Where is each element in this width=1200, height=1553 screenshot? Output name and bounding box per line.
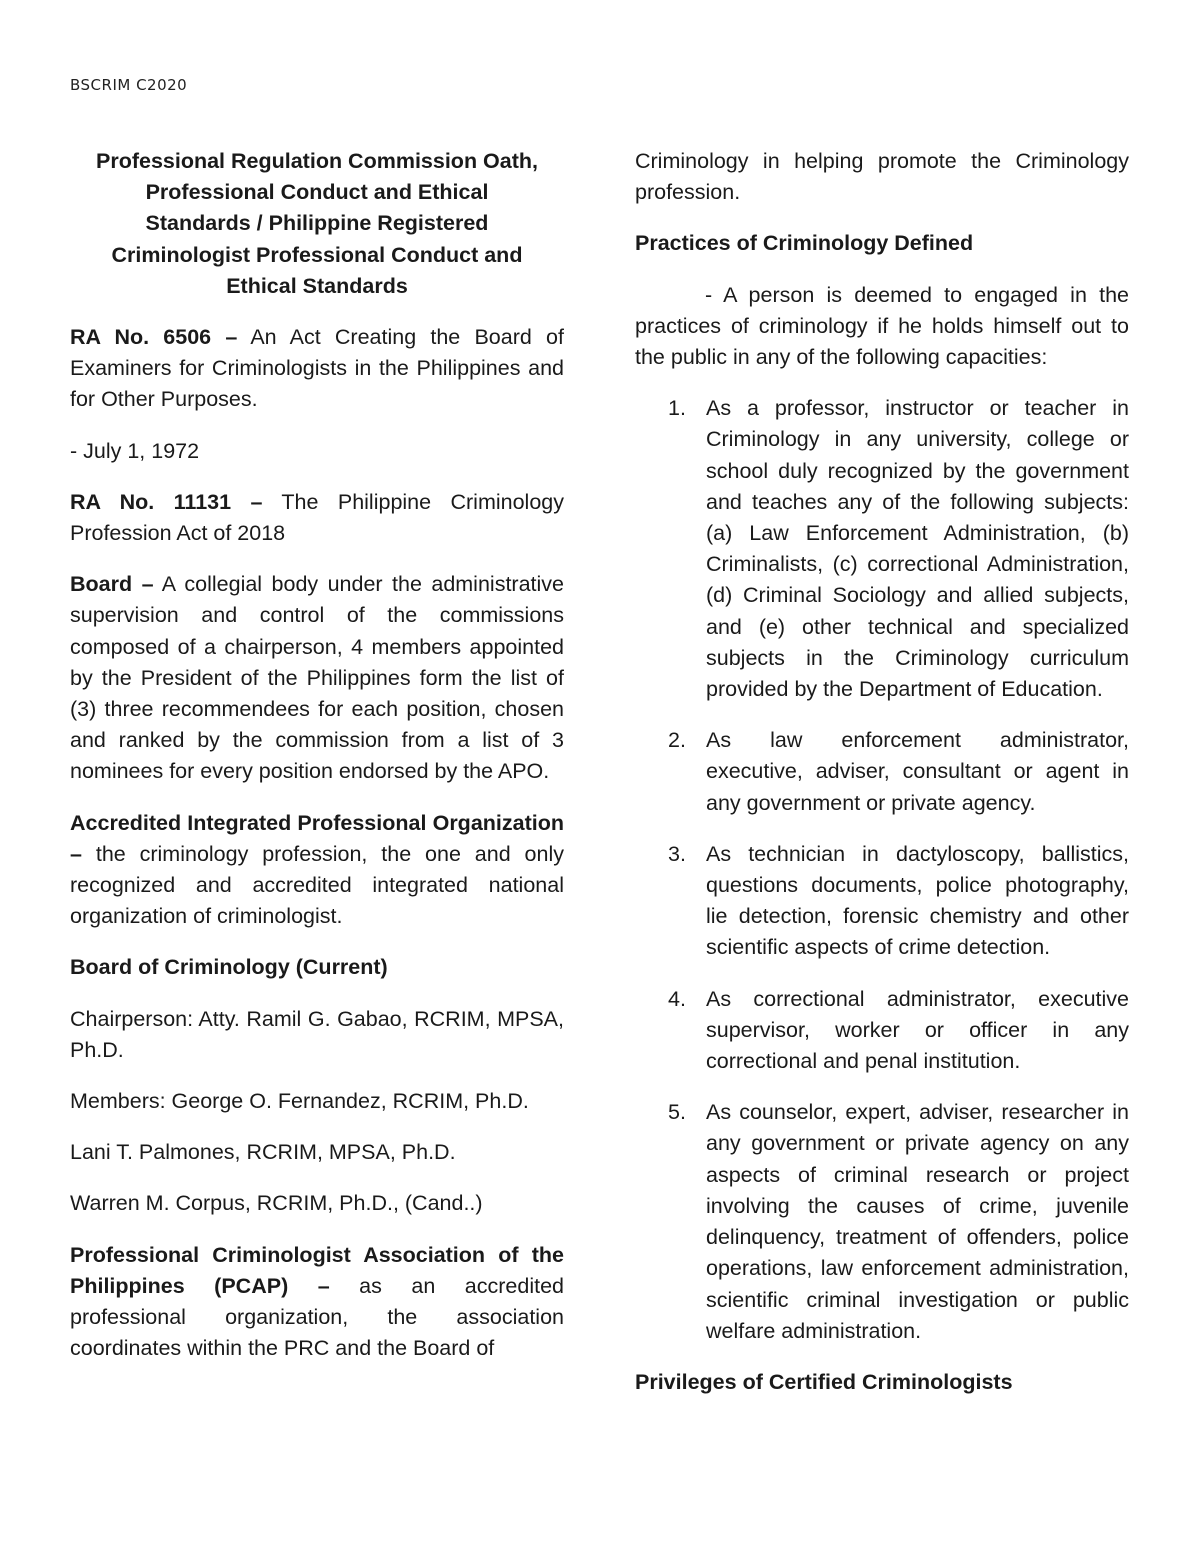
list-item-text: As counselor, expert, adviser, researcher in any government or private agency on any aspects of criminal research or project involving the causes of crime, juvenile delinquency, treatment of offenders, police operations, law enforcement administration, scientific criminal investigation or public welfare administration. bbox=[706, 1100, 1129, 1343]
ra-6506-paragraph bbox=[70, 322, 564, 416]
aipo-paragraph bbox=[70, 808, 564, 933]
title-line: Standards / Philippine Registered bbox=[145, 211, 489, 236]
practices-list bbox=[635, 393, 1129, 1347]
ra-6506-term: RA No. 6506 – bbox=[70, 325, 238, 350]
pcap-text: as an accredited professional organization, the association coordinates within the PRC and the Board of bbox=[70, 1273, 564, 1361]
privileges-heading: Privileges of Certified Criminologists bbox=[635, 1369, 1013, 1394]
board-paragraph bbox=[70, 569, 564, 787]
member-line: Lani T. Palmones, RCRIM, MPSA, Ph.D. bbox=[70, 1140, 456, 1165]
list-item-number: 4. bbox=[668, 986, 686, 1011]
title-line: Criminologist Professional Conduct and bbox=[111, 242, 523, 267]
pcap-paragraph bbox=[70, 1240, 564, 1365]
list-item bbox=[635, 725, 1129, 819]
list-item-text: As correctional administrator, executive supervisor, worker or officer in any correctional and penal institution. bbox=[706, 986, 1129, 1074]
left-column bbox=[70, 146, 564, 1385]
list-item-number: 2. bbox=[668, 728, 686, 753]
list-item-number: 1. bbox=[668, 396, 686, 421]
list-item-text: As a professor, instructor or teacher in Criminology in any university, college or school duly recognized by the government and teaches any of the following subjects: (a) Law Enforcement Administration, (b) Criminalists, (c) correctional Administration, (d) Criminal Sociology and allied subjects, and (e) other technical and specialized subjects in the Criminology curriculum provided by the Department of Education. bbox=[706, 396, 1129, 702]
chairperson-line: Chairperson: Atty. Ramil G. Gabao, RCRIM, MPSA, Ph.D. bbox=[70, 1006, 564, 1062]
list-item bbox=[635, 393, 1129, 705]
list-item bbox=[635, 839, 1129, 964]
title-line: Professional Regulation Commission Oath, bbox=[95, 149, 538, 173]
list-item-text: As technician in dactyloscopy, ballistics, questions documents, police photography, lie detection, forensic chemistry and other scientific aspects of crime detection. bbox=[706, 841, 1129, 960]
right-column bbox=[635, 146, 1129, 1418]
title-line: Professional Conduct and Ethical bbox=[145, 180, 489, 205]
practices-intro: - A person is deemed to engaged in the practices of criminology if he holds himself out to the public in any of the following capacities: bbox=[635, 282, 1129, 370]
ra-11131-text: The Philippine Criminology Profession Act of 2018 bbox=[70, 489, 564, 546]
list-item-text: As law enforcement administrator, executive, adviser, consultant or agent in any government or private agency. bbox=[706, 728, 1129, 815]
list-item bbox=[635, 1097, 1129, 1347]
document-title bbox=[70, 146, 564, 302]
ra-11131-paragraph bbox=[70, 487, 564, 549]
ra-6506-date: - July 1, 1972 bbox=[70, 438, 200, 463]
continued-paragraph: Criminology in helping promote the Criminology profession. bbox=[635, 149, 1129, 205]
aipo-text: the criminology profession, the one and only recognized and accredited integrated national organization of criminologist. bbox=[70, 841, 564, 929]
list-item-number: 3. bbox=[668, 841, 686, 866]
list-item-number: 5. bbox=[668, 1100, 686, 1125]
ra-11131-term: RA No. 11131 – bbox=[70, 489, 263, 514]
ra-6506-text: An Act Creating the Board of Examiners for Criminologists in the Philippines and for Other Purposes. bbox=[70, 325, 564, 412]
board-term: Board – bbox=[70, 572, 154, 597]
aipo-term: Accredited Integrated Professional Organization – bbox=[70, 810, 564, 866]
members-line: Members: George O. Fernandez, RCRIM, Ph.D. bbox=[70, 1089, 529, 1114]
title-line: Ethical Standards bbox=[226, 273, 408, 298]
page-header: BSCRIM C2020 bbox=[70, 76, 188, 94]
board-text: A collegial body under the administrative supervision and control of the commissions composed of a chairperson, 4 members appointed by the President of the Philippines form the list of (3) three recommendees for each position, chosen and ranked by the commission from a list of 3 nominees for every position endorsed by the APO. bbox=[70, 572, 564, 784]
member-line: Warren M. Corpus, RCRIM, Ph.D., (Cand..) bbox=[70, 1191, 483, 1216]
pcap-term: Professional Criminologist Association of the Philippines (PCAP) – bbox=[70, 1242, 564, 1298]
list-item bbox=[635, 984, 1129, 1078]
board-current-heading: Board of Criminology (Current) bbox=[70, 955, 388, 980]
practices-heading: Practices of Criminology Defined bbox=[635, 231, 974, 256]
